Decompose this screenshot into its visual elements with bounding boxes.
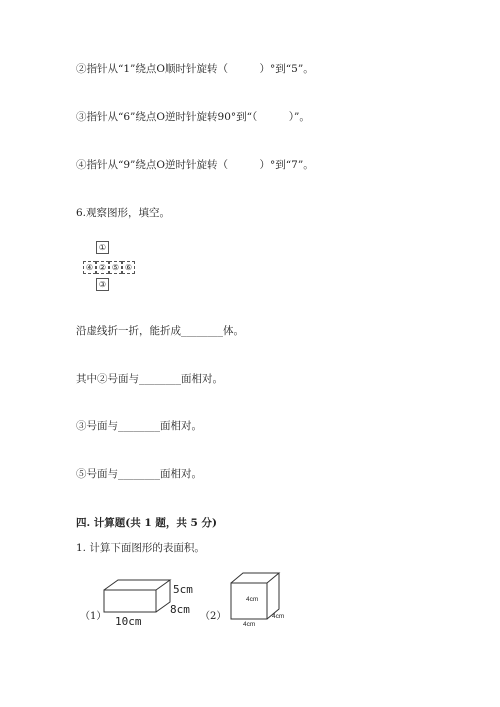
cube-front-edge-label: 4cm [246, 596, 259, 603]
net-face-2: ② [96, 261, 109, 274]
cube-side-edge-label: 4cm [272, 613, 285, 620]
net-face-1: ① [96, 241, 109, 254]
net-face-3: ③ [96, 278, 109, 291]
net-face-4: ④ [83, 261, 96, 274]
blank-face-3-opposite: ③号面与________面相对。 [76, 420, 202, 432]
section-4-question-1: 1. 计算下面图形的表面积。 [76, 542, 205, 554]
problem-6-title: 6.观察图形，填空。 [76, 207, 171, 219]
cube-bottom-edge-label: 4cm [243, 621, 256, 628]
blank-face-2-opposite: 其中②号面与________面相对。 [76, 373, 223, 385]
figure-1-label: （1） [80, 611, 107, 622]
question-2: ②指针从“1”绕点O顺时针旋转（ ）°到“5”。 [76, 63, 314, 75]
figure-2-label: （2） [200, 611, 227, 622]
question-4: ④指针从“9”绕点O逆时针旋转（ ）°到“7”。 [76, 159, 314, 171]
cuboid-width-label: 8cm [170, 603, 190, 616]
cuboid-figure [100, 575, 180, 620]
blank-fold-shape: 沿虚线折一折，能折成________体。 [76, 325, 244, 337]
net-face-5: ⑤ [109, 261, 122, 274]
blank-face-5-opposite: ⑤号面与________面相对。 [76, 468, 202, 480]
net-face-6: ⑥ [122, 261, 135, 274]
question-3: ③指针从“6”绕点O逆时针旋转90°到“（ ）”。 [76, 111, 310, 123]
cuboid-length-label: 10cm [115, 615, 142, 628]
section-4-heading: 四. 计算题(共 1 题，共 5 分) [76, 517, 217, 529]
cuboid-height-label: 5cm [173, 583, 193, 596]
